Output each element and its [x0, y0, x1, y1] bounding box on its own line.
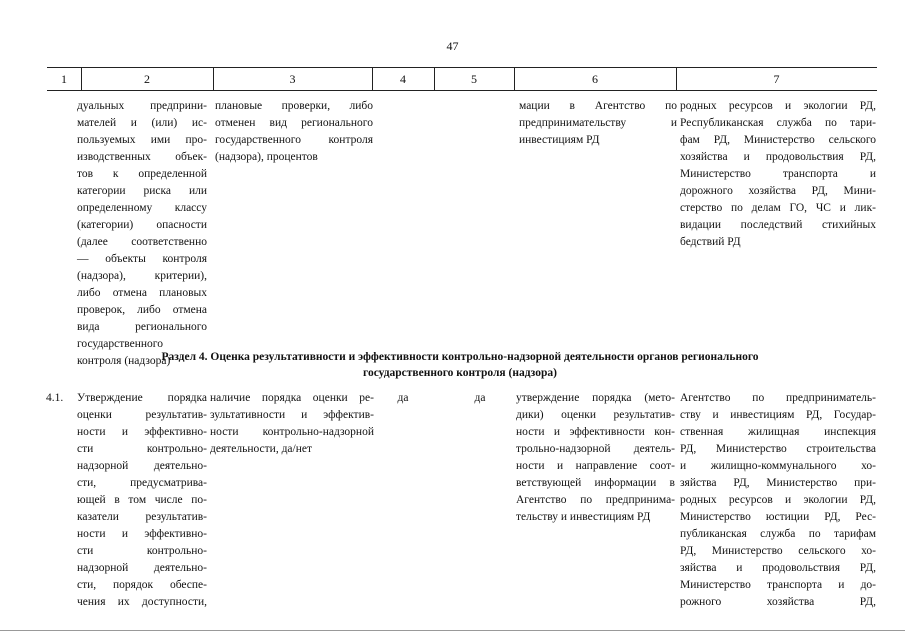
header-divider [514, 67, 515, 90]
block1-col2-text: дуальных предприни- мателей и (или) ис- пользуемых ими про- изводственных объек- тов к определенной категории риска или определенному классу (категории) опасности (далее соответственно — объекты контроля (надзора), критерии), либо отмена плановых проверок, либо отмена вида регионального государственного контроля (надзора) [77, 100, 207, 367]
header-col-5: 5 [471, 72, 477, 86]
table-header-row [47, 67, 877, 91]
header-col-7: 7 [773, 72, 780, 86]
header-col-3: 3 [289, 72, 296, 86]
row-4-1-col6-text: утверждение порядка (мето- дики) оценки результатив- ности и эффективности кон- трольно-надзорной деятель- ности и направление соот- ветствующей информации в Агентство по предпринима- тельству и инвестициям РД [516, 392, 675, 523]
row-4-1-col4-value: да [397, 392, 409, 404]
page-bottom-rule [0, 630, 905, 631]
row-4-1-col2-text: Утверждение порядка оценки результатив- ности и эффективно- сти контрольно- надзорной деятельно- сти, предусматрива- ющей в том числе по- казатели результатив- ности и эффективно- сти контрольно- надзорной деятельно- сти, порядок обеспе- чения их доступности, [77, 392, 207, 608]
row-4-1-col7-text: Агентство по предприниматель- ству и инвестициям РД, Государ- ственная жилищная инспекция РД, Министерство строительства и жилищно-коммунального хо- зяйства РД, Министерство при- родных ресурсов и экологии РД, Министерство юстиции РД, Рес- публиканская служба по тарифам РД, Министерство сельского хо- зяйства и продовольствия РД, Министерство транспорта и до- рожного хозяйства РД, [680, 392, 876, 608]
header-col-2: 2 [144, 72, 150, 86]
header-col-1: 1 [61, 72, 67, 86]
header-divider [81, 67, 82, 90]
header-col-6: 6 [592, 72, 598, 86]
header-col-4: 4 [400, 72, 406, 86]
block1-col3-text: плановые проверки, либо отменен вид регионального государственного контроля (надзора), процентов [215, 100, 373, 163]
row-4-1-number: 4.1. [46, 392, 64, 404]
header-divider [434, 67, 435, 90]
header-divider [372, 67, 373, 90]
row-4-1-col3-text: наличие порядка оценки ре- зультативности и эффектив- ности контрольно-надзорной деятельности, да/нет [210, 392, 374, 455]
row-4-1-col5-value: да [474, 392, 486, 404]
block1-col6-text: мации в Агентство по предпринимательству и инвестициям РД [519, 100, 677, 146]
header-divider [676, 67, 677, 90]
section-4-title: Раздел 4. Оценка результативности и эффективности контрольно-надзорной деятельности органов регионального государственного контроля (надзора) [161, 351, 759, 379]
block1-col7-text: родных ресурсов и экологии РД, Республиканская служба по тари- фам РД, Министерство сельского хозяйства и продовольствия РД, Министерство транспорта и дорожного хозяйства РД, Мини- стерство по делам ГО, ЧС и лик- видации последствий стихийных бедствий РД [680, 100, 876, 248]
header-divider [213, 67, 214, 90]
page-number: 47 [446, 39, 459, 53]
